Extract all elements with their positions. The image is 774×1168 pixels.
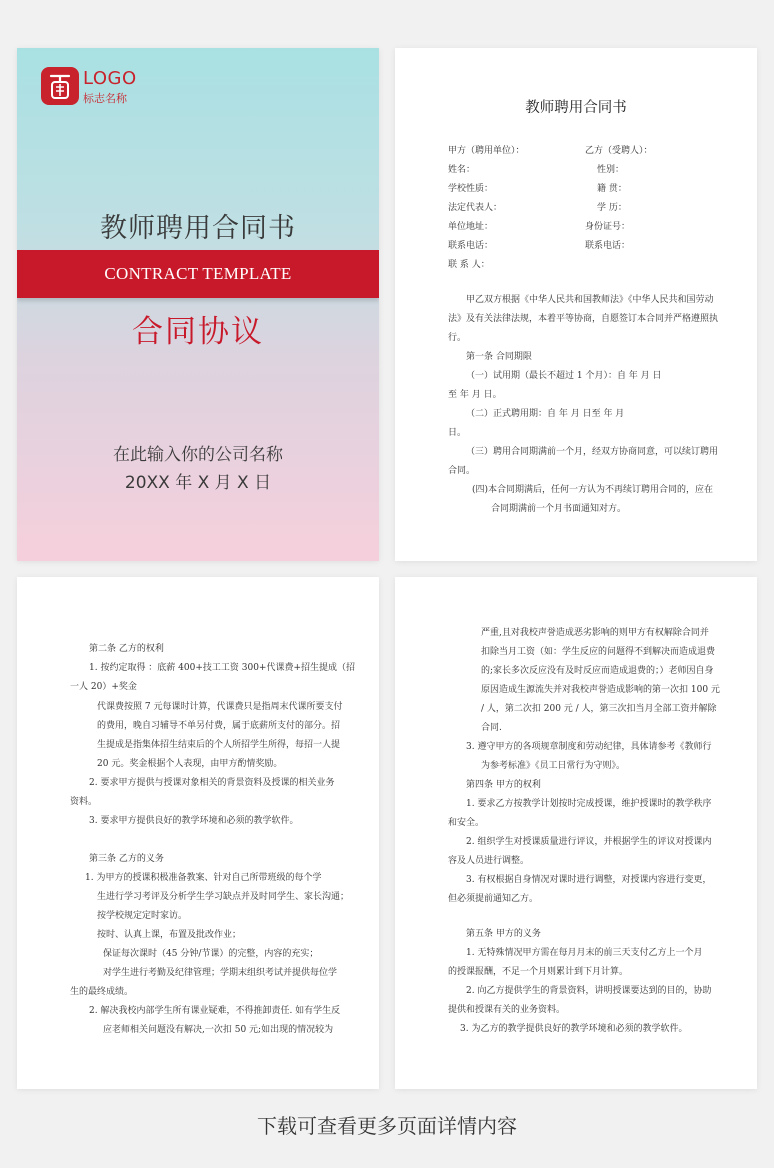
section-heading: 第四条 甲方的权利: [466, 780, 541, 790]
field-id-number: 身份证号：: [585, 222, 631, 232]
document-title: 教师聘用合同书: [525, 100, 627, 116]
footer-caption: 下载可查看更多页面详情内容: [257, 1114, 517, 1138]
cover-company: 在此输入你的公司名称: [113, 445, 283, 465]
field-gender: 性别：: [597, 165, 625, 175]
body-line: 合同.: [481, 723, 502, 733]
section-heading: 第三条 乙方的义务: [89, 854, 164, 864]
body-line: 但必须提前通知乙方。: [448, 894, 539, 904]
body-line: 生进行学习考评及分析学生学习缺点并及时同学生、家长沟通；: [97, 892, 350, 902]
body-line: 至 年 月 日。: [448, 390, 502, 400]
body-line: 提供和授课有关的业务资料。: [448, 1005, 566, 1015]
field-party-a: 甲方（聘用单位）：: [448, 146, 525, 156]
body-line: 按时、认真上课，布置及批改作业；: [97, 930, 242, 940]
body-line: 3. 要求甲方提供良好的教学环境和必须的教学软件。: [89, 816, 299, 826]
body-line: 资料。: [70, 797, 98, 807]
cover-subtitle: 合同协议: [132, 314, 264, 350]
body-line: 3. 遵守甲方的各项规章制度和劳动纪律，具体请参考《教师行: [466, 742, 712, 752]
body-line: 3. 有权根据自身情况对课时进行调整，对授课内容进行变更，: [466, 875, 712, 885]
body-line: 行。: [448, 333, 467, 343]
document-page-3: [17, 577, 379, 1089]
body-line: 1. 无特殊情况甲方需在每月月末的前三天支付乙方上一个月: [466, 948, 703, 958]
section-heading: 第一条 合同期限: [466, 352, 532, 362]
body-line: 2. 解决我校内部学生所有课业疑难，不得推卸责任. 如有学生反: [89, 1006, 341, 1016]
body-line: 严重,且对我校声誉造成恶劣影响的则甲方有权解除合同并: [481, 628, 709, 638]
body-line: 生的最终成绩。: [70, 987, 134, 997]
body-line: 代课费按照 7 元每课时计算，代课费只是指周末代课所要支付: [97, 702, 343, 712]
body-line: 合同。: [448, 466, 476, 476]
document-page-2: [395, 48, 757, 561]
body-line: 生提成是指集体招生结束后的个人所招学生所得，每招一人提: [97, 740, 341, 750]
body-line: 保证每次课时（45 分钟/节课）的完整，内容的充实；: [103, 949, 319, 959]
body-line: 一人 20）+奖金: [70, 682, 137, 692]
body-line: 的授课报酬，不足一个月则累计到下月计算。: [448, 967, 629, 977]
body-line: 应老师相关问题没有解决,一次扣 50 元;如出现的情况较为: [103, 1025, 334, 1035]
body-line: 扣除当月工资（如：学生反应的问题得不到解决而造成退费: [481, 647, 716, 657]
logo-text: LOGO: [83, 68, 137, 89]
logo-icon: [41, 67, 79, 105]
body-line: 的费用，晚自习辅导不单另付费，属于底薪所支付的部分。招: [97, 721, 341, 731]
body-line: 的;家长多次反应没有及时反应而造成退费的；）老师因自身: [481, 666, 714, 676]
cover-page: [17, 48, 379, 561]
body-line: 1. 为甲方的授课积极准备教案、针对自己所带班级的每个学: [85, 873, 322, 883]
field-contact: 联 系 人：: [448, 260, 490, 270]
body-line: 原因造成生源流失并对我校声誉造成影响的第一次扣 100 元: [481, 685, 720, 695]
field-legal-rep: 法定代表人：: [448, 203, 503, 213]
field-education: 学 历：: [597, 203, 627, 213]
section-heading: 第五条 甲方的义务: [466, 929, 541, 939]
body-line: 法》及有关法律法规，本着平等协商，自愿签订本合同并严格遵照执: [448, 314, 719, 324]
field-phone-b: 联系电话：: [585, 241, 631, 251]
body-line: 按学校规定定时家访。: [97, 911, 188, 921]
body-line: (四)本合同期满后，任何一方认为不再续订聘用合同的，应在: [472, 485, 714, 495]
body-line: 1. 要求乙方按教学计划按时完成授课，维护授课时的教学秩序: [466, 799, 712, 809]
field-phone-a: 联系电话：: [448, 241, 494, 251]
cover-title: 教师聘用合同书: [100, 213, 296, 244]
body-line: （二）正式聘用期：自 年 月 日至 年 月: [466, 409, 625, 419]
body-line: 容及人员进行调整。: [448, 856, 530, 866]
field-party-b: 乙方（受聘人）：: [585, 146, 653, 156]
cover-band-text: CONTRACT TEMPLATE: [104, 264, 292, 283]
body-line: 合同期满前一个月书面通知对方。: [491, 504, 627, 514]
body-line: 日。: [448, 428, 467, 438]
body-line: （一）试用期（最长不超过 1 个月）：自 年 月 日: [466, 371, 662, 381]
field-native-place: 籍 贯：: [597, 184, 627, 194]
body-line: 对学生进行考勤及纪律管理；学期末组织考试并提供每位学: [103, 968, 338, 978]
field-name: 姓名：: [448, 165, 476, 175]
body-line: 甲乙双方根据《中华人民共和国教师法》《中华人民共和国劳动: [466, 295, 714, 305]
body-line: 3. 为乙方的教学提供良好的教学环境和必须的教学软件。: [460, 1024, 688, 1034]
document-page-4: [395, 577, 757, 1089]
section-heading: 第二条 乙方的权利: [89, 644, 164, 654]
body-line: 20 元。奖金根据个人表现，由甲方酌情奖励。: [97, 759, 283, 769]
body-line: 2. 要求甲方提供与授课对象相关的背景资料及授课的相关业务: [89, 778, 335, 788]
body-line: 2. 组织学生对授课质量进行评议，并根据学生的评议对授课内: [466, 837, 712, 847]
field-school-type: 学校性质：: [448, 184, 494, 194]
body-line: 为参考标准》《员工日常行为守则》。: [481, 761, 626, 771]
cover-band: [17, 250, 379, 298]
cover-date: 20XX 年 X 月 X 日: [124, 473, 272, 493]
body-line: / 人，第二次扣 200 元 / 人，第三次扣当月全部工资并解除: [481, 704, 717, 714]
body-line: 1. 按约定取得 ：底薪 400+技工工资 300+代课费+招生提成（招: [89, 663, 356, 673]
body-line: 2. 向乙方提供学生的背景资料，讲明授课要达到的目的，协助: [466, 986, 712, 996]
body-line: 和安全。: [448, 818, 485, 828]
body-line: （三）聘用合同期满前一个月，经双方协商同意，可以续订聘用: [466, 447, 719, 457]
logo-subtitle: 标志名称: [83, 92, 127, 105]
field-address: 单位地址：: [448, 222, 494, 232]
